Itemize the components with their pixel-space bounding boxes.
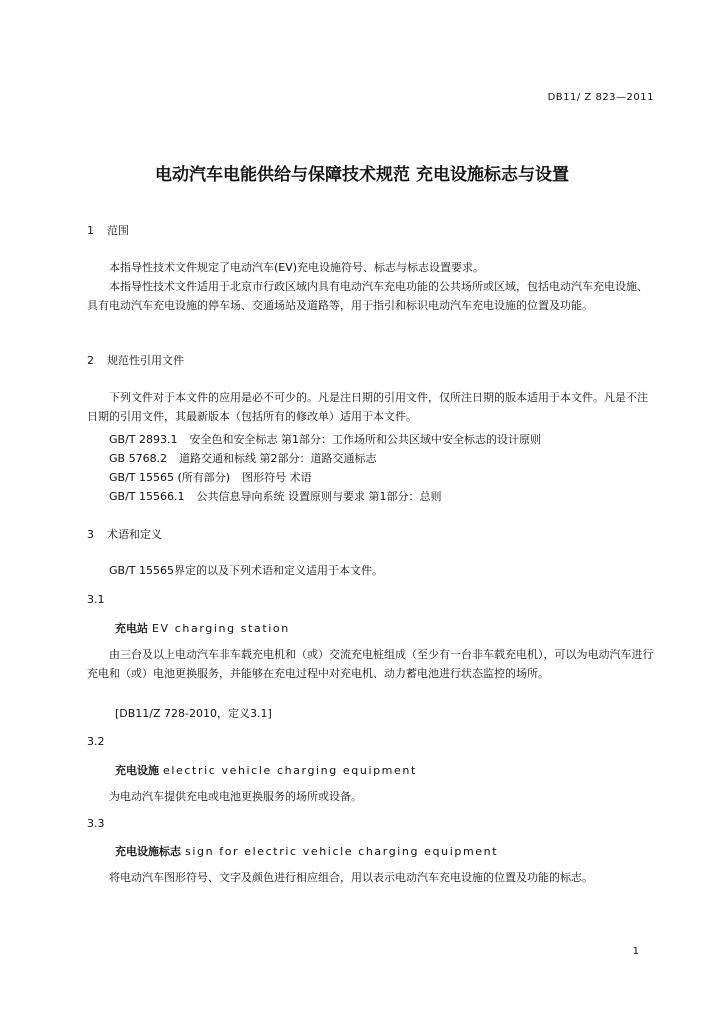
section-1-heading [87,222,129,238]
reference-code: GB/T 15566.1 [109,490,185,503]
term-chinese: 充电设施标志 [115,845,181,858]
reference-title: 公共信息导向系统 设置原则与要求 第1部分：总则 [196,490,442,503]
reference-title: 图形符号 术语 [242,471,312,484]
paragraph: 下列文件对于本文件的应用是必不可少的。凡是注日期的引用文件，仅所注日期的版本适用于本文件。凡是不注日期的引用文件，其最新版本（包括所有的修改单）适用于本文件。 [87,391,648,423]
term-chinese: 充电站 [115,622,148,635]
section-2-heading [87,352,184,368]
term-english: electric vehicle charging equipment [163,764,417,777]
term-entry [115,843,498,859]
term-definition: 将电动汽车图形符号、文字及颜色进行相应组合，用以表示电动汽车充电设施的位置及功能的标志。 [109,871,593,884]
clause-number: 3.3 [87,817,105,830]
paragraph: 本指导性技术文件适用于北京市行政区域内具有电动汽车充电功能的公共场所或区域，包括电动汽车充电设施、具有电动汽车充电设施的停车场、交通场站及道路等，用于指引和标识电动汽车充电设施的位置及功能。 [87,280,648,312]
page-number: 1 [632,946,639,957]
paragraph: GB/T 15565界定的以及下列术语和定义适用于本文件。 [109,564,383,577]
clause-number: 3.1 [87,593,105,606]
term-entry [115,762,417,778]
term-english: sign for electric vehicle charging equipment [185,845,499,858]
term-chinese: 充电设施 [115,764,159,777]
section-title: 范围 [107,224,129,237]
reference-code: GB 5768.2 [109,452,168,465]
reference-title: 道路交通和标线 第2部分：道路交通标志 [179,452,377,465]
section-number: 2 [87,354,94,367]
section-title: 术语和定义 [107,528,162,541]
clause-number: 3.2 [87,735,105,748]
section-number: 3 [87,528,94,541]
reference-title: 安全色和安全标志 第1部分：工作场所和公共区域中安全标志的设计原则 [189,433,541,446]
reference-item [109,488,441,504]
term-entry [115,620,290,636]
section-number: 1 [87,224,94,237]
reference-item [109,431,541,447]
reference-item [109,469,312,485]
section-3-heading [87,526,162,542]
term-definition: 为电动汽车提供充电或电池更换服务的场所或设备。 [109,790,362,803]
standard-code: DB11/ Z 823—2011 [547,92,654,103]
paragraph: 本指导性技术文件规定了电动汽车(EV)充电设施符号、标志与标志设置要求。 [109,261,485,274]
reference-code: GB/T 2893.1 [109,433,178,446]
reference-code: GB/T 15565 (所有部分) [109,471,231,484]
term-source: [DB11/Z 728-2010，定义3.1] [115,707,272,720]
term-english: EV charging station [152,622,290,635]
term-definition: 由三台及以上电动汽车非车载充电机和（或）交流充电桩组成（至少有一台非车载充电机），可以为电动汽车进行充电和（或）电池更换服务，并能够在充电过程中对充电机、动力蓄电池进行状态监控的场所。 [87,648,654,680]
page-title: 电动汽车电能供给与保障技术规范 充电设施标志与设置 [155,165,569,185]
reference-item [109,450,377,466]
section-title: 规范性引用文件 [107,354,184,367]
